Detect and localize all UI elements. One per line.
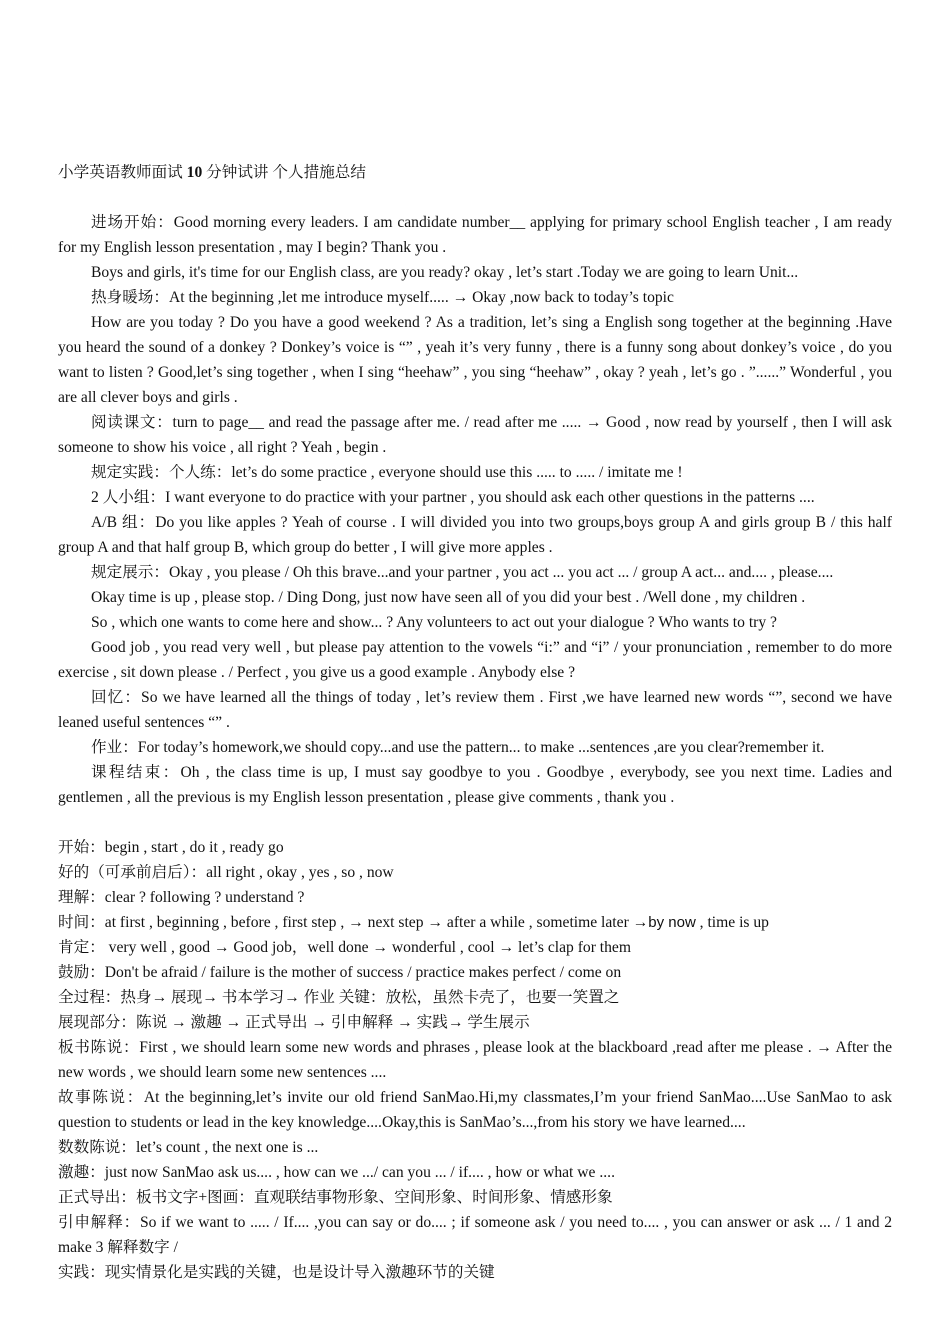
phrase-line-start: 开始：begin , start , do it , ready go <box>58 839 284 856</box>
paragraph-presentation: 规定展示：Okay , you please / Oh this brave...and your partner , you act ... you act ... / group A act... and.... , please.... <box>91 564 834 581</box>
blank-line <box>58 810 892 835</box>
phrase-line-blackboard: 板书陈说：First , we should learn some new words and phrases , please look at the blackboard ,read after me please . → After the new words , we should learn some new sentences .... <box>58 1039 892 1081</box>
paragraph-practice-pairs: 2 人小组：I want everyone to do practice with your partner , you should ask each other questions in the patterns .... <box>91 489 815 506</box>
paragraph-warm-up: 热身暖场：At the beginning ,let me introduce myself..... → Okay ,now back to today’s topic <box>91 289 674 306</box>
phrase-line-understand: 理解：clear ? following ? understand ? <box>58 889 305 906</box>
paragraph-time-up: Okay time is up , please stop. / Ding Dong, just now have seen all of you did your best . /Well done , my children . <box>91 589 806 606</box>
paragraph-song: How are you today ? Do you have a good weekend ? As a tradition, let’s sing a English song together at the beginning .Have you heard the sound of a donkey ? Donkey’s voice is “” , yeah it’s very funny , there is a funny song about donkey’s voice , do you want to listen ? Good,let’s sing together , when I sing “heehaw” , you sing “heehaw” , okay ? yeah , let’s go . ”......” Wonderful , you are all clever boys and girls . <box>58 314 892 406</box>
phrase-line-story: 故事陈说：At the beginning,let’s invite our old friend SanMao.Hi,my classmates,I’m your friend SanMao....Use SanMao to ask question to students or lead in the key knowledge....Okay,this is SanMao’s...,from his story we have learned.... <box>58 1089 892 1131</box>
paragraph-entrance: 进场开始：Good morning every leaders. I am candidate number__ applying for primary school English teacher , I am ready for my English lesson presentation , may I begin? Thank you . <box>58 214 892 256</box>
phrase-line-explain: 引申解释：So if we want to ..... / If.... ,you can say or do.... ; if someone ask / you need to.... , you can answer or ask ... / 1 and 2 make 3 解释数字 / <box>58 1214 892 1256</box>
phrase-line-praise: 肯定： very well , good → Good job，well done → wonderful , cool → let’s clap for them <box>58 939 631 956</box>
phrase-line-practice: 实践：现实情景化是实践的关键，也是设计导入激趣环节的关键 <box>58 1264 495 1281</box>
paragraph-closing: 课程结束：Oh , the class time is up, I must say goodbye to you . Goodbye , everybody, see you next time. Ladies and gentlemen , all the previous is my English lesson presentation , please give comments , thank you . <box>58 764 892 806</box>
paragraph-reading: 阅读课文：turn to page__ and read the passage after me. / read after me ..... → Good , now read by yourself , then I will ask someone to show his voice , all right ? Yeah , begin . <box>58 414 892 456</box>
document-title: 小学英语教师面试 10 分钟试讲 个人措施总结 <box>58 164 366 181</box>
phrase-line-presentation-part: 展现部分：陈说 → 激趣 → 正式导出 → 引申解释 → 实践→ 学生展示 <box>58 1014 530 1031</box>
phrase-line-lead-in: 正式导出：板书文字+图画：直观联结事物形象、空间形象、时间形象、情感形象 <box>58 1189 613 1206</box>
phrase-line-count: 数数陈说：let’s count , the next one is ... <box>58 1139 319 1156</box>
phrase-line-time: 时间：at first , beginning , before , first step , → next step → after a while , sometime later →by now , time is up <box>58 914 769 931</box>
paragraph-practice-individual: 规定实践：个人练：let’s do some practice , everyone should use this ..... to ..... / imitate me ! <box>91 464 683 481</box>
phrase-line-motivate: 激趣：just now SanMao ask us.... , how can we .../ can you ... / if.... , how or what we .... <box>58 1164 615 1181</box>
paragraph-practice-groups: A/B 组：Do you like apples ? Yeah of course . I will divided you into two groups,boys group A and girls group B / this half group A and that half group B, which group do better , I will give more apples . <box>58 514 892 556</box>
paragraph-volunteers: So , which one wants to come here and show... ? Any volunteers to act out your dialogue ? Who wants to try ? <box>91 614 777 631</box>
document-page <box>58 160 892 1285</box>
paragraph-feedback: Good job , you read very well , but please pay attention to the vowels “i:” and “i” / your pronunciation , remember to do more exercise , sit down please . / Perfect , you give us a good example . Anybody else ? <box>58 639 892 681</box>
paragraph-review: 回忆：So we have learned all the things of today , let’s review them . First ,we have learned new words “”, second we have leaned useful sentences “” . <box>58 689 892 731</box>
paragraph-homework: 作业：For today’s homework,we should copy...and use the pattern... to make ...sentences ,are you clear?remember it. <box>91 739 825 756</box>
phrase-line-encourage: 鼓励：Don't be afraid / failure is the mother of success / practice makes perfect / come on <box>58 964 622 981</box>
phrase-line-process: 全过程：热身→ 展现→ 书本学习→ 作业 关键：放松，虽然卡壳了，也要一笑置之 <box>58 989 620 1006</box>
phrase-line-okay: 好的（可承前启后）：all right , okay , yes , so , now <box>58 864 394 881</box>
blank-line <box>58 185 892 210</box>
paragraph-class-start: Boys and girls, it's time for our English class, are you ready? okay , let’s start .Today we are going to learn Unit... <box>91 264 799 281</box>
